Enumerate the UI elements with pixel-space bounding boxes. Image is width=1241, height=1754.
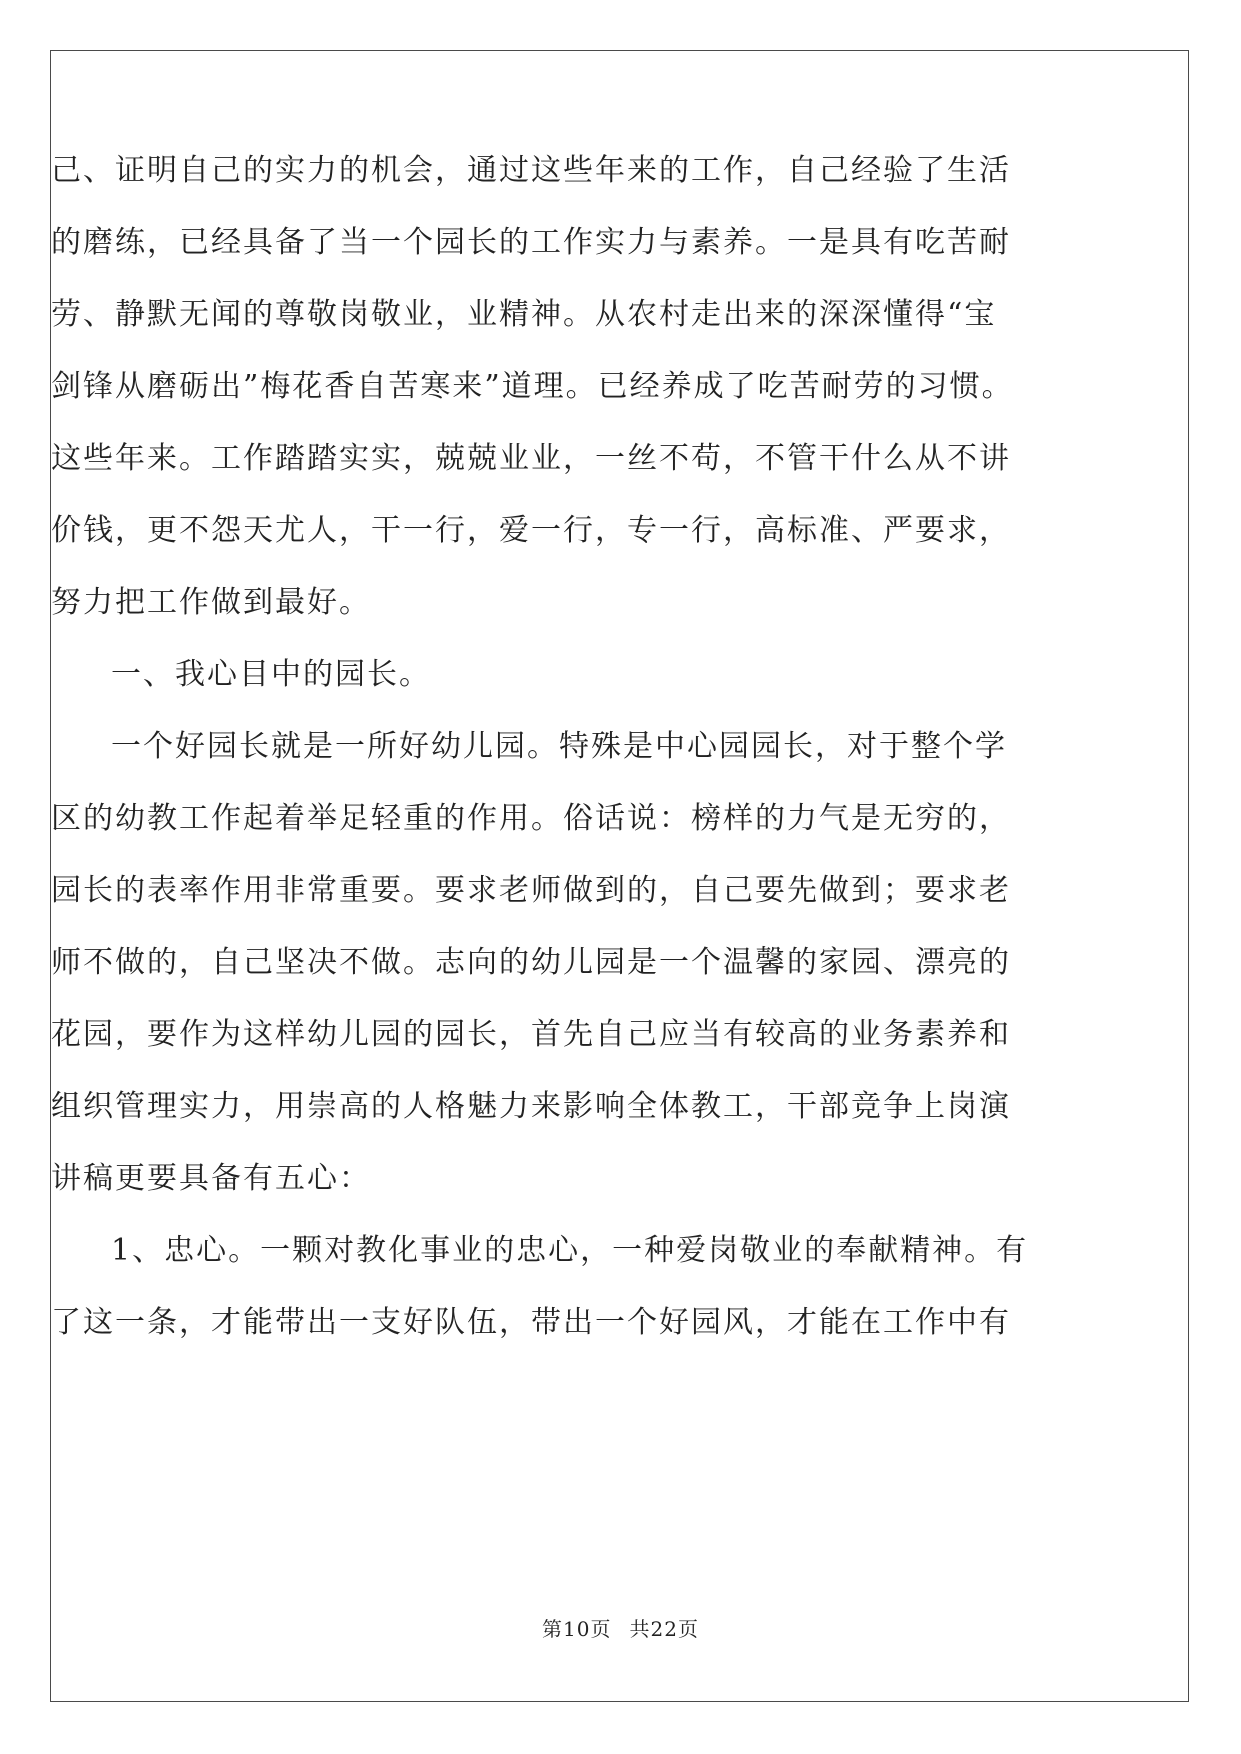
text-line: 园长的表率作用非常重要。要求老师做到的，自己要先做到；要求老	[51, 873, 1011, 908]
text-line: 师不做的，自己坚决不做。志向的幼儿园是一个温馨的家园、漂亮的	[51, 945, 1011, 980]
text-line: 了这一条，才能带出一支好队伍，带出一个好园风，才能在工作中有	[51, 1305, 1011, 1340]
text-line: 区的幼教工作起着举足轻重的作用。俗话说：榜样的力气是无穷的，	[51, 801, 1011, 836]
page-footer	[0, 1615, 1241, 1643]
text-line: 这些年来。工作踏踏实实，兢兢业业，一丝不苟，不管干什么从不讲	[51, 441, 1011, 476]
text-line: 己、证明自己的实力的机会，通过这些年来的工作，自己经验了生活	[51, 153, 1011, 188]
text-line: 花园，要作为这样幼儿园的园长，首先自己应当有较高的业务素养和	[51, 1017, 1011, 1052]
section-heading: 一、我心目中的园长。	[111, 657, 431, 692]
text-line: 讲稿更要具备有五心：	[51, 1161, 371, 1196]
text-line: 劳、静默无闻的尊敬岗敬业，业精神。从农村走出来的深深懂得“宝	[51, 297, 997, 332]
text-line: 努力把工作做到最好。	[51, 585, 371, 620]
text-line: 价钱，更不怨天尤人，干一行，爱一行，专一行，高标准、严要求，	[51, 513, 1011, 548]
text-line: 组织管理实力，用崇高的人格魅力来影响全体教工，干部竞争上岗演	[51, 1089, 1011, 1124]
paragraph-start-line: 一个好园长就是一所好幼儿园。特殊是中心园园长，对于整个学	[111, 729, 1007, 764]
page-number: 第10页	[542, 1617, 612, 1641]
page-total: 共22页	[629, 1617, 699, 1641]
text-line: 的磨练，已经具备了当一个园长的工作实力与素养。一是具有吃苦耐	[51, 225, 1011, 260]
text-line: 剑锋从磨砺出”梅花香自苦寒来”道理。已经养成了吃苦耐劳的习惯。	[51, 369, 1014, 404]
paragraph-start-line: 1、忠心。一颗对教化事业的忠心，一种爱岗敬业的奉献精神。有	[111, 1233, 1029, 1268]
